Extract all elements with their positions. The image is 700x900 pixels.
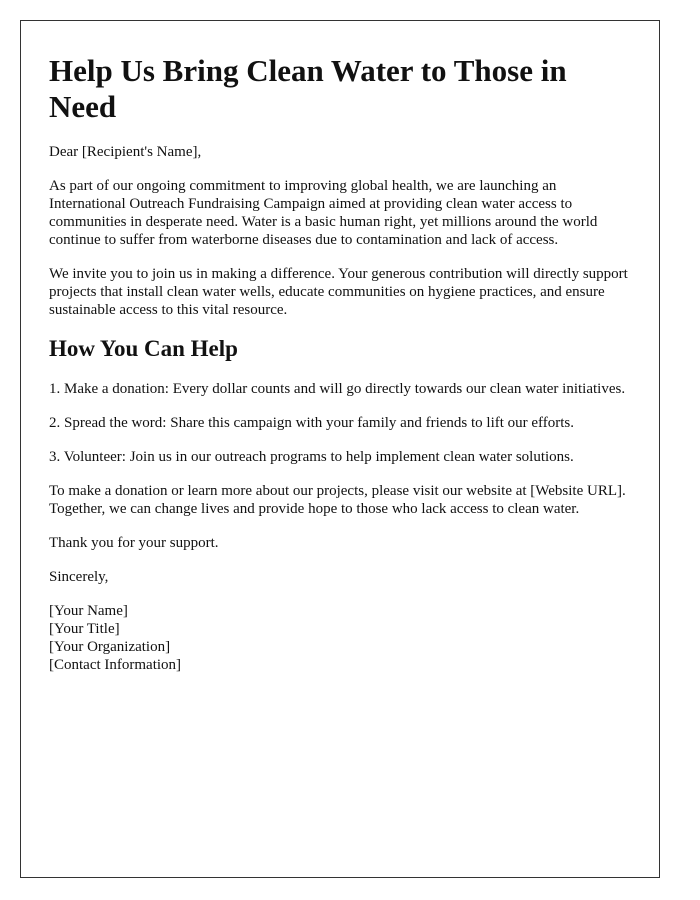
signature-organization: [Your Organization] (49, 639, 171, 655)
salutation: Dear [Recipient's Name], (49, 144, 202, 160)
help-item-volunteer: 3. Volunteer: Join us in our outreach programs to help implement clean water solutions. (49, 449, 574, 465)
closing-paragraph: To make a donation or learn more about our projects, please visit our website at [Website URL]. Together, we can change lives and provide hope to those who lack access to clean water. (49, 483, 626, 517)
signature-name: [Your Name] (49, 603, 128, 619)
sign-off: Sincerely, (49, 569, 109, 585)
signature-title: [Your Title] (49, 621, 120, 637)
signature-contact: [Contact Information] (49, 657, 182, 673)
help-item-spread-word: 2. Spread the word: Share this campaign with your family and friends to lift our efforts. (49, 415, 575, 431)
thanks-line: Thank you for your support. (49, 535, 219, 551)
letter-title: Help Us Bring Clean Water to Those in Need (49, 53, 567, 124)
intro-paragraph: As part of our ongoing commitment to improving global health, we are launching an International Outreach Fundraising Campaign aimed at providing clean water access to communities in desperate need. Water is a basic human right, yet millions around the world continue to suffer from waterborne diseases due to contamination and lack of access. (49, 178, 598, 248)
invitation-paragraph: We invite you to join us in making a difference. Your generous contribution will directly support projects that install clean water wells, educate communities on hygiene practices, and ensure sustainable access to this vital resource. (49, 266, 628, 318)
help-item-donation: 1. Make a donation: Every dollar counts and will go directly towards our clean water initiatives. (49, 381, 626, 397)
letter-page (20, 20, 660, 878)
help-heading: How You Can Help (49, 336, 238, 361)
signature-block (49, 602, 631, 674)
